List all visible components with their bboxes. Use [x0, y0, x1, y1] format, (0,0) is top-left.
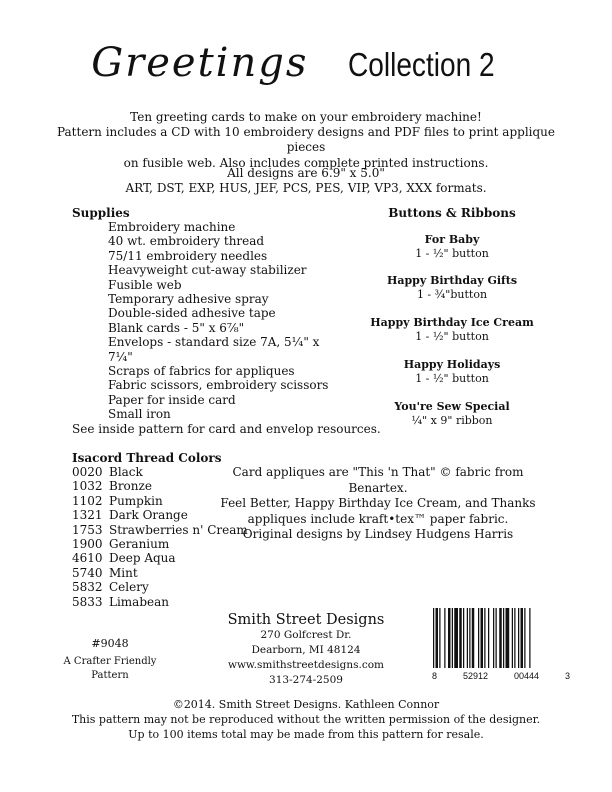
applique-note — [218, 465, 538, 527]
barcode-bar — [496, 608, 497, 668]
thread-name: Black — [109, 465, 143, 479]
supplies-heading: Supplies — [72, 206, 130, 220]
crafter-line: A Crafter Friendly — [63, 656, 157, 667]
supply-item: Heavyweight cut-away stabilizer — [108, 263, 307, 278]
note-line: Card appliques are "This 'n That" © fabric from Benartex. — [232, 465, 524, 495]
thread-name: Bronze — [109, 479, 152, 494]
crafter-line: Pattern — [91, 669, 129, 681]
barcode-bar — [512, 608, 513, 668]
supply-item: Envelops - standard size 7A, 5¼" x 7¼" — [108, 335, 320, 364]
button-group-detail: 1 - ½" button — [415, 247, 489, 260]
note-line: Feel Better, Happy Birthday Ice Cream, and Thanks — [220, 496, 536, 510]
note-line: appliques include kraft•tex™ paper fabric. — [247, 511, 509, 526]
supply-item: Small iron — [108, 407, 171, 422]
barcode-bar — [503, 608, 504, 668]
thread-name: Celery — [109, 580, 149, 595]
button-group — [352, 400, 552, 428]
button-group-detail: 1 - ½" button — [415, 372, 489, 385]
barcode-bar — [506, 608, 510, 668]
thread-name: Limabean — [109, 594, 170, 609]
button-group — [352, 316, 552, 344]
thread-name: Strawberries n' Cream — [109, 522, 248, 537]
crafter-friendly-label — [60, 655, 160, 682]
barcode-bar — [439, 608, 440, 668]
button-group-title: For Baby — [424, 233, 480, 246]
supply-item: Fusible web — [108, 277, 182, 292]
pattern-number: #9048 — [91, 637, 129, 650]
button-group — [352, 274, 552, 302]
barcode-bar — [444, 608, 445, 668]
copyright-line: ©2014. Smith Street Designs. Kathleen Connor — [172, 698, 440, 711]
barcode-digits — [432, 671, 570, 681]
thread-code: 5833 — [72, 594, 103, 609]
intro-text — [40, 110, 572, 171]
barcode-bar — [521, 608, 524, 668]
button-group-detail: 1 - ¾"button — [416, 288, 488, 301]
supply-item: Temporary adhesive spray — [108, 292, 269, 307]
barcode-bar — [436, 608, 439, 668]
buttons-heading: Buttons & Ribbons — [388, 206, 516, 220]
barcode-bar — [448, 608, 451, 668]
formats-text — [40, 166, 572, 196]
thread-row — [72, 551, 248, 565]
barcode-digit-group: 52912 — [462, 671, 489, 681]
button-group-detail: 1 - ½" button — [415, 330, 489, 343]
barcode-bar — [529, 608, 530, 668]
thread-row — [72, 566, 248, 580]
intro-line: Pattern includes a CD with 10 embroidery designs and PDF files to print applique pieces — [56, 125, 556, 155]
thread-name: Pumpkin — [109, 493, 163, 508]
barcode-bar — [469, 608, 470, 668]
supply-item: 40 wt. embroidery thread — [108, 234, 265, 249]
title-main: Greetings — [91, 40, 309, 86]
thread-code: 4610 — [72, 551, 103, 566]
barcode-bar — [452, 608, 453, 668]
supply-item: Fabric scissors, embroidery scissors — [108, 378, 329, 393]
thread-name: Mint — [109, 565, 138, 580]
footer-line: Up to 100 items total may be made from this pattern for resale. — [128, 728, 484, 741]
barcode-bar — [514, 608, 515, 668]
thread-name: Deep Aqua — [109, 551, 176, 566]
barcode-bar — [488, 608, 489, 668]
resources-note: See inside pattern for card and envelop resources. — [72, 422, 381, 436]
button-group-title: Happy Birthday Ice Cream — [370, 316, 534, 329]
barcode-bar — [518, 608, 519, 668]
thread-code: 1321 — [72, 508, 103, 523]
thread-row — [72, 595, 248, 609]
supply-item: Scraps of fabrics for appliques — [108, 364, 295, 379]
thread-code: 1753 — [72, 522, 103, 537]
barcode-digit-group: 00444 — [513, 671, 540, 681]
company-address: 270 Golfcrest Dr. — [260, 629, 352, 641]
barcode-digit-group: 8 — [432, 671, 438, 681]
barcode-bar — [481, 608, 484, 668]
formats-line: ART, DST, EXP, HUS, JEF, PCS, PES, VIP, VP3, XXX formats. — [125, 181, 487, 196]
barcode-digit-group: 3 — [564, 671, 570, 681]
company-website: www.smithstreetdesigns.com — [227, 659, 385, 671]
thread-code: 1032 — [72, 479, 103, 494]
company-city: Dearborn, MI 48124 — [251, 644, 361, 656]
button-group-title: Happy Holidays — [403, 358, 501, 371]
footer — [30, 697, 582, 742]
thread-name: Geranium — [109, 537, 170, 552]
barcode-bar — [499, 608, 502, 668]
footer-line: This pattern may not be reproduced without the written permission of the designer. — [71, 713, 541, 726]
button-group-detail: ¼" x 9" ribbon — [411, 414, 493, 427]
company-info — [206, 612, 406, 688]
barcode-bar — [454, 608, 458, 668]
barcode-bar — [493, 608, 494, 668]
button-group-title: You're Sew Special — [394, 400, 510, 413]
intro-line: on fusible web. Also includes complete printed instructions. — [123, 155, 489, 170]
thread-code: 5832 — [72, 580, 103, 595]
barcode-bar — [467, 608, 468, 668]
barcode-bar — [484, 608, 485, 668]
barcode-bar — [433, 608, 434, 668]
barcode-bar — [478, 608, 479, 668]
barcode-bar — [524, 608, 525, 668]
page-title — [0, 40, 612, 86]
supply-item: 75/11 embroidery needles — [108, 248, 268, 263]
thread-heading: Isacord Thread Colors — [72, 451, 222, 465]
thread-code: 1900 — [72, 537, 103, 552]
title-sub: Collection 2 — [348, 46, 495, 83]
supplies-list — [108, 220, 348, 422]
barcode — [432, 608, 568, 668]
button-group — [352, 358, 552, 386]
thread-code: 0020 — [72, 465, 103, 479]
barcode-bar — [472, 608, 475, 668]
barcode-bar — [459, 608, 462, 668]
barcode-bar — [463, 608, 464, 668]
supply-item: Paper for inside card — [108, 392, 236, 407]
company-name: Smith Street Designs — [227, 612, 385, 628]
designer-credit: Original designs by Lindsey Hudgens Harris — [242, 527, 514, 541]
button-group-title: Happy Birthday Gifts — [386, 274, 518, 287]
company-phone: 313-274-2509 — [269, 674, 343, 686]
supply-item: Blank cards - 5" x 6⅞" — [108, 320, 245, 335]
intro-line: Ten greeting cards to make on your embroidery machine! — [130, 110, 482, 124]
thread-code: 1102 — [72, 493, 103, 508]
supply-item: Double-sided adhesive tape — [108, 306, 276, 321]
supply-item: Embroidery machine — [108, 220, 236, 234]
size-line: All designs are 6.9" x 5.0" — [227, 166, 385, 180]
thread-code: 5740 — [72, 565, 103, 580]
thread-row — [72, 580, 248, 594]
button-group — [352, 233, 552, 261]
thread-name: Dark Orange — [109, 508, 188, 523]
